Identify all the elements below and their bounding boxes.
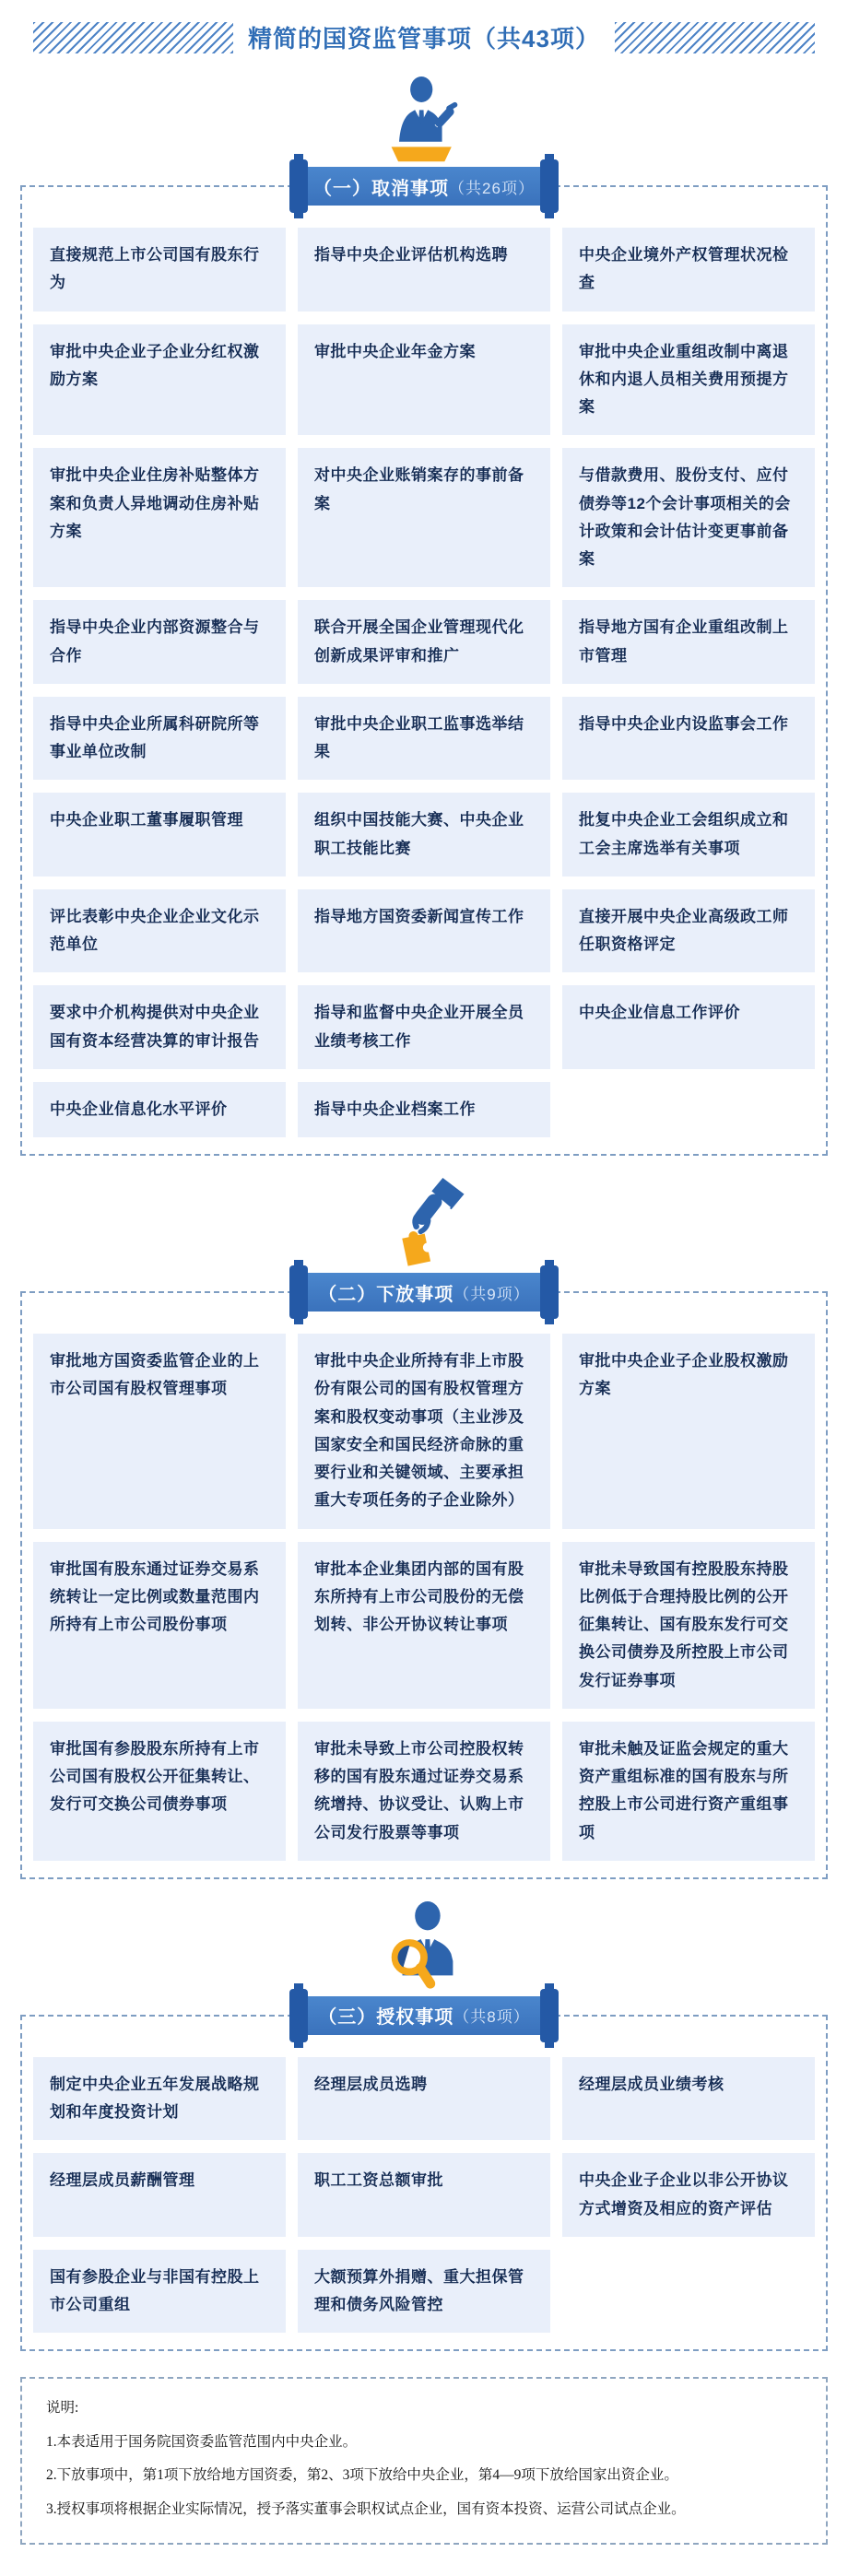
item-card: 审批国有参股股东所持有上市公司国有股权公开征集转让、发行可交换公司债券事项 bbox=[33, 1722, 286, 1861]
item-card: 审批中央企业所持有非上市股份有限公司的国有股权管理方案和股权变动事项（主业涉及国家安全和国民经济命脉的重要行业和关键领域、主要承担重大专项任务的子企业除外） bbox=[298, 1334, 550, 1529]
item-card: 审批中央企业子企业分红权激励方案 bbox=[33, 324, 286, 436]
item-card: 职工工资总额审批 bbox=[298, 2153, 550, 2237]
item-card: 直接规范上市公司国有股东行为 bbox=[33, 228, 286, 312]
item-card: 国有参股企业与非国有控股上市公司重组 bbox=[33, 2250, 286, 2334]
item-card: 指导地方国资委新闻宣传工作 bbox=[298, 889, 550, 973]
hatch-stripes-left bbox=[33, 22, 233, 53]
item-card: 组织中国技能大赛、中央企业职工技能比赛 bbox=[298, 793, 550, 876]
item-card: 指导中央企业内部资源整合与合作 bbox=[33, 600, 286, 684]
hatch-stripes-right bbox=[615, 22, 815, 53]
hand-puzzle-icon bbox=[372, 1178, 476, 1275]
notes-label: 说明: bbox=[46, 2400, 79, 2417]
item-card: 审批国有股东通过证券交易系统转让一定比例或数量范围内所持有上市公司股份事项 bbox=[33, 1542, 286, 1709]
section-delegate bbox=[20, 1178, 828, 1879]
section-banner bbox=[303, 1996, 545, 2035]
section-banner bbox=[303, 1273, 545, 1312]
notes-list bbox=[46, 2426, 802, 2526]
item-card: 大额预算外捐赠、重大担保管理和债务风险管控 bbox=[298, 2250, 550, 2334]
section-banner bbox=[303, 167, 545, 206]
sections-container bbox=[0, 76, 848, 2351]
items-grid bbox=[33, 2057, 815, 2334]
section-title: （一）取消事项 bbox=[313, 178, 450, 199]
item-card: 中央企业境外产权管理状况检查 bbox=[562, 228, 815, 312]
item-card: 指导中央企业档案工作 bbox=[298, 1082, 550, 1137]
item-card: 直接开展中央企业高级政工师任职资格评定 bbox=[562, 889, 815, 973]
note-item: 3.授权事项将根据企业实际情况，授予落实董事会职权试点企业，国有资本投资、运营公司试点企业。 bbox=[46, 2500, 686, 2517]
item-card: 审批中央企业重组改制中离退休和内退人员相关费用预提方案 bbox=[562, 324, 815, 436]
item-card: 审批中央企业年金方案 bbox=[298, 324, 550, 436]
item-card: 中央企业信息化水平评价 bbox=[33, 1082, 286, 1137]
item-card: 经理层成员选聘 bbox=[298, 2057, 550, 2141]
item-card: 批复中央企业工会组织成立和工会主席选举有关事项 bbox=[562, 793, 815, 876]
item-card: 中央企业职工董事履职管理 bbox=[33, 793, 286, 876]
item-card: 中央企业子企业以非公开协议方式增资及相应的资产评估 bbox=[562, 2153, 815, 2237]
item-card: 指导中央企业内设监事会工作 bbox=[562, 697, 815, 781]
item-card: 审批中央企业子企业股权激励方案 bbox=[562, 1334, 815, 1529]
item-card: 评比表彰中央企业企业文化示范单位 bbox=[33, 889, 286, 973]
item-card: 指导中央企业所属科研院所等事业单位改制 bbox=[33, 697, 286, 781]
section-authorize bbox=[20, 1901, 828, 2352]
item-card: 审批中央企业住房补贴整体方案和负责人异地调动住房补贴方案 bbox=[33, 448, 286, 587]
item-card: 审批未导致国有控股股东持股比例低于合理持股比例的公开征集转让、国有股东发行可交换公司债券及所控股上市公司发行证券事项 bbox=[562, 1542, 815, 1709]
section-icon-row bbox=[20, 1178, 828, 1275]
section-title: （三）授权事项 bbox=[318, 2007, 454, 2029]
item-card: 审批未导致上市公司控股权转移的国有股东通过证券交易系统增持、协议受让、认购上市公司发行股票等事项 bbox=[298, 1722, 550, 1861]
note-item: 2.下放事项中，第1项下放给地方国资委，第2、3项下放给中央企业，第4—9项下放给国家出资企业。 bbox=[46, 2467, 678, 2484]
items-grid bbox=[33, 228, 815, 1137]
item-card: 审批中央企业职工监事选举结果 bbox=[298, 697, 550, 781]
notes-box bbox=[20, 2377, 828, 2545]
section-icon-row bbox=[20, 76, 828, 169]
item-card: 要求中介机构提供对中央企业国有资本经营决算的审计报告 bbox=[33, 985, 286, 1069]
item-card: 中央企业信息工作评价 bbox=[562, 985, 815, 1069]
section-title: （二）下放事项 bbox=[318, 1284, 454, 1305]
presenter-icon bbox=[372, 76, 476, 169]
section-cancel bbox=[20, 76, 828, 1156]
item-card: 审批本企业集团内部的国有股东所持有上市公司股份的无偿划转、非公开协议转让事项 bbox=[298, 1542, 550, 1709]
section-box bbox=[20, 2007, 828, 2352]
item-card: 对中央企业账销案存的事前备案 bbox=[298, 448, 550, 587]
page-title: 精简的国资监管事项（共43项） bbox=[248, 25, 600, 53]
section-icon-row bbox=[20, 1901, 828, 1998]
section-count: （共26项） bbox=[449, 179, 535, 197]
item-card: 制定中央企业五年发展战略规划和年度投资计划 bbox=[33, 2057, 286, 2141]
item-card: 经理层成员业绩考核 bbox=[562, 2057, 815, 2141]
item-card: 审批地方国资委监管企业的上市公司国有股权管理事项 bbox=[33, 1334, 286, 1529]
item-card: 联合开展全国企业管理现代化创新成果评审和推广 bbox=[298, 600, 550, 684]
page-header bbox=[0, 0, 848, 54]
item-card: 指导中央企业评估机构选聘 bbox=[298, 228, 550, 312]
person-magnifier-icon bbox=[370, 1901, 478, 1998]
section-count: （共8项） bbox=[453, 2008, 530, 2027]
item-card: 经理层成员薪酬管理 bbox=[33, 2153, 286, 2237]
item-card: 指导地方国有企业重组改制上市管理 bbox=[562, 600, 815, 684]
section-count: （共9项） bbox=[453, 1285, 530, 1303]
item-card: 指导和监督中央企业开展全员业绩考核工作 bbox=[298, 985, 550, 1069]
items-grid bbox=[33, 1334, 815, 1861]
item-card: 与借款费用、股份支付、应付债券等12个会计事项相关的会计政策和会计估计变更事前备案 bbox=[562, 448, 815, 587]
note-item: 1.本表适用于国务院国资委监管范围内中央企业。 bbox=[46, 2433, 358, 2450]
item-card: 审批未触及证监会规定的重大资产重组标准的国有股东与所控股上市公司进行资产重组事项 bbox=[562, 1722, 815, 1861]
section-box bbox=[20, 1284, 828, 1879]
section-box bbox=[20, 178, 828, 1156]
